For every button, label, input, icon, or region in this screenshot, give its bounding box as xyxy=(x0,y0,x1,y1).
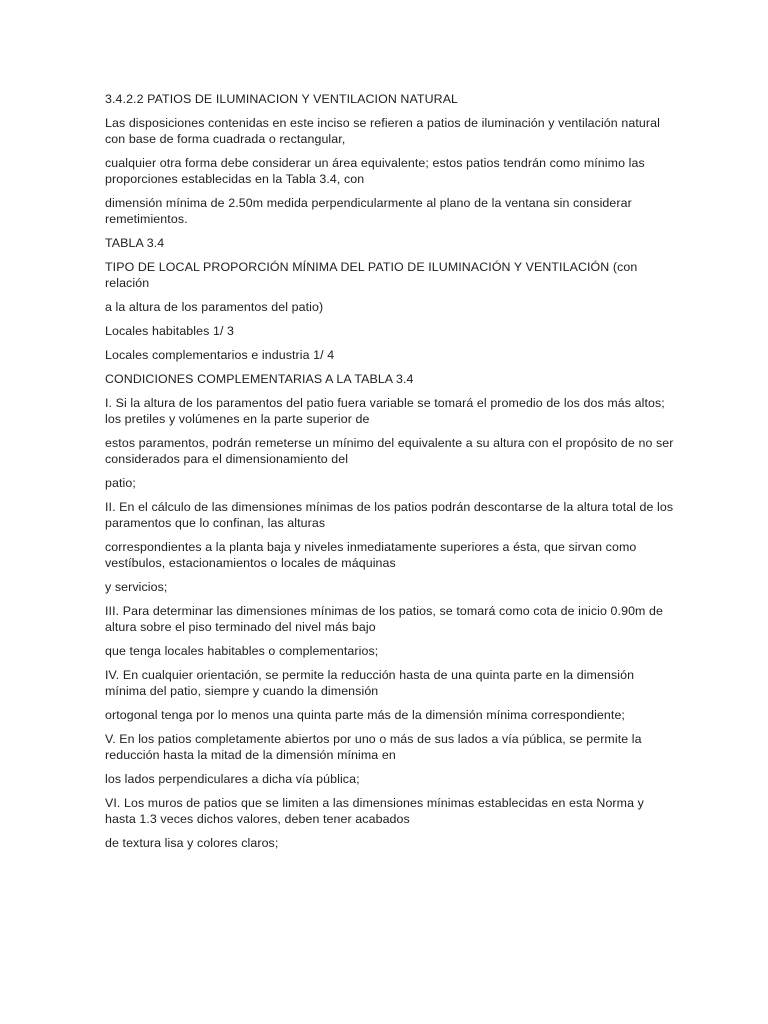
condition-paragraph: ortogonal tenga por lo menos una quinta parte más de la dimensión mínima correspondiente; xyxy=(105,708,625,722)
condition-paragraph: correspondientes a la planta baja y niveles inmediatamente superiores a ésta, que sirvan como vestíbulos, estacionamientos o locales de máquinas xyxy=(105,540,637,570)
condition-paragraph: de textura lisa y colores claros; xyxy=(105,836,279,850)
table-row: Locales habitables 1/ 3 xyxy=(105,324,235,338)
table-header: TIPO DE LOCAL PROPORCIÓN MÍNIMA DEL PATIO DE ILUMINACIÓN Y VENTILACIÓN (con relación xyxy=(105,260,638,290)
condition-paragraph: patio; xyxy=(105,476,136,490)
table-header-continuation: a la altura de los paramentos del patio) xyxy=(105,300,324,314)
condition-paragraph: que tenga locales habitables o complementarios; xyxy=(105,644,379,658)
condition-paragraph: V. En los patios completamente abiertos por uno o más de sus lados a vía pública, se permite la reducción hasta la mitad de la dimensión mínima en xyxy=(105,732,642,762)
condition-paragraph: III. Para determinar las dimensiones mínimas de los patios, se tomará como cota de inicio 0.90m de altura sobre el piso terminado del nivel más bajo xyxy=(105,604,664,634)
paragraph: cualquier otra forma debe considerar un área equivalente; estos patios tendrán como mínimo las proporciones establecidas en la Tabla 3.4, con xyxy=(105,156,645,186)
condition-paragraph: IV. En cualquier orientación, se permite la reducción hasta de una quinta parte en la dimensión mínima del patio, siempre y cuando la dimensión xyxy=(105,668,635,698)
paragraph: Las disposiciones contenidas en este inciso se refieren a patios de iluminación y ventilación natural con base de forma cuadrada o rectangular, xyxy=(105,116,660,146)
condition-paragraph: los lados perpendiculares a dicha vía pública; xyxy=(105,772,360,786)
section-heading: 3.4.2.2 PATIOS DE ILUMINACION Y VENTILACION NATURAL xyxy=(105,92,459,106)
condition-paragraph: estos paramentos, podrán remeterse un mínimo del equivalente a su altura con el propósito de no ser considerados para el dimensionamiento del xyxy=(105,436,674,466)
document-page xyxy=(105,91,675,859)
condition-paragraph: VI. Los muros de patios que se limiten a las dimensiones mínimas establecidas en esta Norma y hasta 1.3 veces dichos valores, deben tener acabados xyxy=(105,796,644,826)
condition-paragraph: y servicios; xyxy=(105,580,168,594)
paragraph: dimensión mínima de 2.50m medida perpendicularmente al plano de la ventana sin considerar remetimientos. xyxy=(105,196,632,226)
table-title: TABLA 3.4 xyxy=(105,236,165,250)
table-row: Locales complementarios e industria 1/ 4 xyxy=(105,348,335,362)
condition-paragraph: I. Si la altura de los paramentos del patio fuera variable se tomará el promedio de los dos más altos; los pretiles y volúmenes en la parte superior de xyxy=(105,396,665,426)
subsection-heading: CONDICIONES COMPLEMENTARIAS A LA TABLA 3.4 xyxy=(105,372,414,386)
condition-paragraph: II. En el cálculo de las dimensiones mínimas de los patios podrán descontarse de la altura total de los paramentos que lo confinan, las alturas xyxy=(105,500,674,530)
